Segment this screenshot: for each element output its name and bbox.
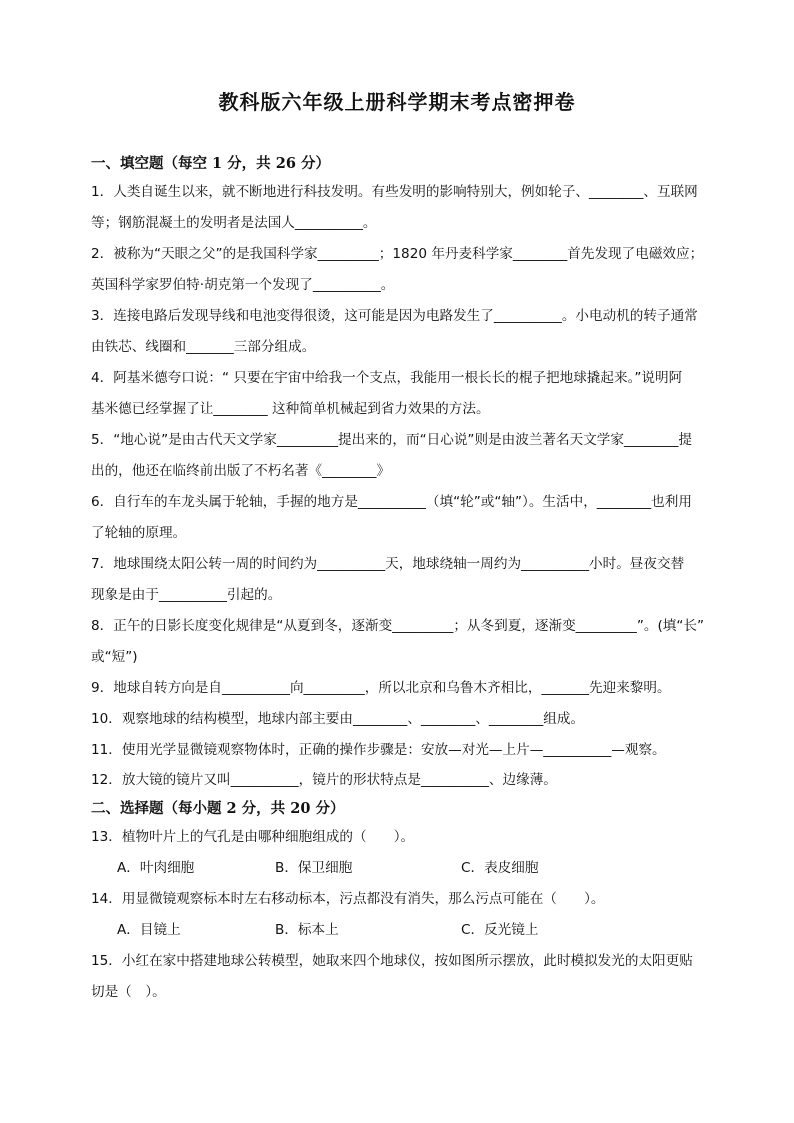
question-8-line-2: 或“短”) bbox=[91, 649, 138, 665]
question-2-line-1: 2．被称为“天眼之父”的是我国科学家_________；1820 年丹麦科学家________首先发现了电磁效应； bbox=[91, 246, 704, 262]
question-4-line-1: 4．阿基米德夸口说：“ 只要在宇宙中给我一个支点，我能用一根长长的棍子把地球撬起来。”说明阿 bbox=[91, 370, 683, 386]
question-13-option-b: B．保卫细胞 bbox=[275, 860, 353, 876]
question-12: 12．放大镜的镜片又叫__________，镜片的形状特点是__________、边缘薄。 bbox=[91, 772, 557, 788]
question-11: 11．使用光学显微镜观察物体时，正确的操作步骤是：安放—对光—上片—__________—观察。 bbox=[91, 742, 666, 758]
question-8-line-1: 8．正午的日影长度变化规律是“从夏到冬，逐渐变_________；从冬到夏，逐渐变_________”。(填“长” bbox=[91, 618, 705, 634]
question-10: 10．观察地球的结构模型，地球内部主要由________、________、________组成。 bbox=[91, 711, 585, 727]
question-6-line-2: 了轮轴的原理。 bbox=[91, 525, 187, 541]
question-13-option-c: C．表皮细胞 bbox=[461, 860, 539, 876]
question-14-stem: 14．用显微镜观察标本时左右移动标本，污点都没有消失，那么污点可能在（ ）。 bbox=[91, 891, 605, 907]
question-14-options bbox=[91, 915, 709, 946]
exam-content bbox=[91, 150, 709, 1008]
page-title: 教科版六年级上册科学期末考点密押卷 bbox=[218, 90, 576, 114]
question-13-option-a: A．叶肉细胞 bbox=[117, 860, 195, 876]
question-3-line-1: 3．连接电路后发现导线和电池变得很烫，这可能是因为电路发生了__________。小电动机的转子通常 bbox=[91, 308, 698, 324]
question-4-line-2: 基米德已经掌握了让________ 这种简单机械起到省力效果的方法。 bbox=[91, 401, 490, 417]
question-7-line-1: 7．地球围绕太阳公转一周的时间约为__________天，地球绕轴一周约为__________小时。昼夜交替 bbox=[91, 556, 685, 572]
question-6-line-1: 6．自行车的车龙头属于轮轴，手握的地方是__________（填“轮”或“轴”）。生活中，________也利用 bbox=[91, 494, 692, 510]
question-14-option-a: A．目镜上 bbox=[117, 922, 181, 938]
question-1-line-1: 1．人类自诞生以来，就不断地进行科技发明。有些发明的影响特别大，例如轮子、________、互联网 bbox=[91, 184, 698, 200]
question-14-option-b: B．标本上 bbox=[275, 922, 339, 938]
question-5-line-2: 出的，他还在临终前出版了不朽名著《________》 bbox=[91, 463, 391, 479]
question-9: 9．地球自转方向是自__________向_________，所以北京和乌鲁木齐相比，_______先迎来黎明。 bbox=[91, 680, 671, 696]
question-2-line-2: 英国科学家罗伯特·胡克第一个发现了__________。 bbox=[91, 277, 395, 293]
question-13-options bbox=[91, 853, 709, 884]
question-14-option-c: C．反光镜上 bbox=[461, 922, 539, 938]
question-5-line-1: 5．“地心说”是由古代天文学家_________提出来的，而“日心说”则是由波兰著名天文学家________提 bbox=[91, 432, 692, 448]
question-7-line-2: 现象是由于__________引起的。 bbox=[91, 587, 282, 603]
question-15-line-2: 切是（ ）。 bbox=[91, 984, 166, 1000]
section-fill-blank-heading: 一、填空题（每空 1 分，共 26 分） bbox=[91, 155, 330, 172]
section-choice-heading: 二、选择题（每小题 2 分，共 20 分） bbox=[91, 800, 345, 817]
question-1-line-2: 等；钢筋混凝土的发明者是法国人__________。 bbox=[91, 215, 377, 231]
question-3-line-2: 由铁芯、线圈和_______三部分组成。 bbox=[91, 339, 316, 355]
question-15-line-1: 15．小红在家中搭建地球公转模型，她取来四个地球仪，按如图所示摆放，此时模拟发光的太阳更贴 bbox=[91, 953, 693, 969]
question-13-stem: 13．植物叶片上的气孔是由哪种细胞组成的（ ）。 bbox=[91, 829, 415, 845]
